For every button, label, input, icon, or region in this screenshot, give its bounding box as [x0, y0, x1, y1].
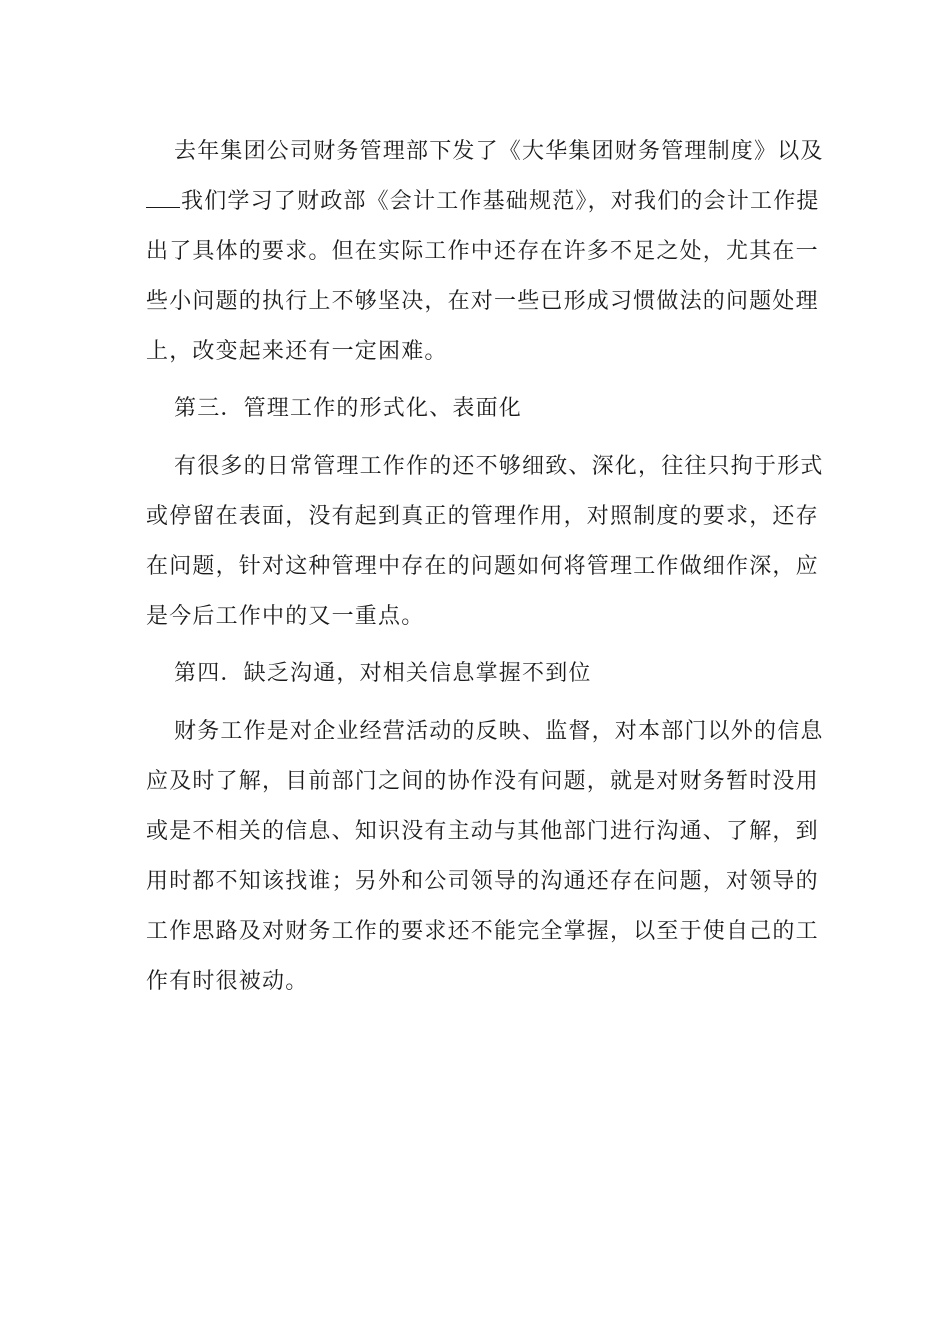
paragraph-2-line-2: 或停留在表面，没有起到真正的管理作用，对照制度的要求，还存: [146, 504, 819, 529]
paragraph-2-line-3: 在问题，针对这种管理中存在的问题如何将管理工作做细作深，应: [146, 554, 819, 579]
paragraph-1-line-5: 上，改变起来还有一定困难。: [146, 339, 448, 364]
paragraph-3-line-6: 作有时很被动。: [146, 969, 309, 994]
paragraph-3-line-1: 财务工作是对企业经营活动的反映、监督，对本部门以外的信息: [174, 719, 824, 744]
paragraph-1-line-3: 出了具体的要求。但在实际工作中还存在许多不足之处，尤其在一: [146, 239, 819, 264]
fill-in-blank: [146, 187, 180, 208]
paragraph-3-line-4: 用时都不知该找谁；另外和公司领导的沟通还存在问题，对领导的: [146, 869, 819, 894]
paragraph-1-line-2: [146, 187, 820, 217]
paragraph-1-line-1: 去年集团公司财务管理部下发了《大华集团财务管理制度》以及: [174, 139, 824, 164]
paragraph-2-line-4: 是今后工作中的又一重点。: [146, 604, 425, 629]
section-heading-3: 第三．管理工作的形式化、表面化: [174, 396, 523, 421]
paragraph-3-line-5: 工作思路及对财务工作的要求还不能完全掌握，以至于使自己的工: [146, 919, 819, 944]
paragraph-1-line-4: 些小问题的执行上不够坚决，在对一些已形成习惯做法的问题处理: [146, 289, 819, 314]
paragraph-1-line-2-text: 我们学习了财政部《会计工作基础规范》，对我们的会计工作提: [181, 189, 820, 214]
paragraph-3-line-3: 或是不相关的信息、知识没有主动与其他部门进行沟通、了解，到: [146, 819, 819, 844]
section-heading-4: 第四．缺乏沟通，对相关信息掌握不到位: [174, 661, 592, 686]
paragraph-2-line-1: 有很多的日常管理工作作的还不够细致、深化，往往只拘于形式: [174, 454, 824, 479]
paragraph-3-line-2: 应及时了解，目前部门之间的协作没有问题，就是对财务暂时没用: [146, 769, 819, 794]
